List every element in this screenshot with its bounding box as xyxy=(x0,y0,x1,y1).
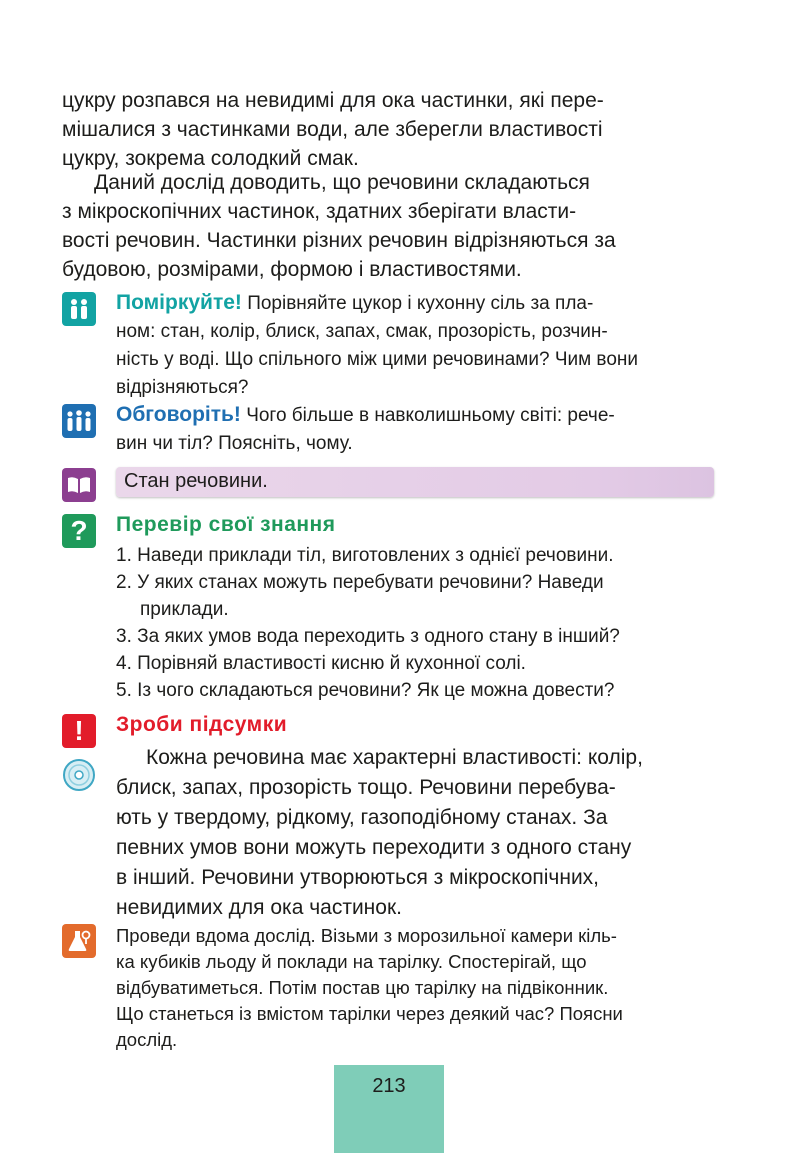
text-line: Чого більше в навколишньому світі: рече- xyxy=(246,405,615,426)
text-line: невидимих для ока частинок. xyxy=(116,896,402,919)
text-line: цукру, зокрема солодкий смак. xyxy=(62,147,359,170)
text-line: цукру розпався на невидимі для ока частинки, які пере- xyxy=(62,89,604,112)
text-line: мішалися з частинками води, але зберегли властивості xyxy=(62,118,603,141)
text-line: відрізняються? xyxy=(116,377,249,398)
list-item xyxy=(116,542,716,569)
list-item xyxy=(116,623,716,650)
check-heading-row xyxy=(116,511,716,539)
text-line: Даний дослід доводить, що речовини складаються xyxy=(94,171,590,194)
text-line: Проведи вдома дослід. Візьми з морозильної камери кіль- xyxy=(116,925,617,946)
conclusion-paragraph xyxy=(62,168,716,284)
discuss-block xyxy=(116,401,716,458)
topic-bar xyxy=(116,467,714,497)
text-line: блиск, запах, прозорість тощо. Речовини перебува- xyxy=(116,776,616,799)
text-line: ном: стан, колір, блиск, запах, смак, прозорість, розчин- xyxy=(116,321,608,342)
text-line: 5. Із чого складаються речовини? Як це можна довести? xyxy=(116,680,615,701)
thinking-people-icon xyxy=(62,292,96,326)
text-line: вин чи тіл? Поясніть, чому. xyxy=(116,433,353,454)
text-line: Кожна речовина має характерні властивості: колір, xyxy=(146,746,643,769)
text-line: відбуватиметься. Потім постав цю тарілку на підвіконник. xyxy=(116,977,609,998)
open-book-icon xyxy=(62,468,96,502)
disc-icon xyxy=(62,758,96,792)
text-line: певних умов вони можуть переходити з одного стану xyxy=(116,836,632,859)
lab-flask-icon xyxy=(62,924,96,958)
page-number-tab xyxy=(334,1065,444,1153)
text-line: Порівняйте цукор і кухонну сіль за пла- xyxy=(247,293,594,314)
text-line: з мікроскопічних частинок, здатних зберігати власти- xyxy=(62,200,577,223)
text-line: приклади. xyxy=(140,599,229,620)
text-line: Що станеться із вмістом тарілки через деякий час? Поясни xyxy=(116,1003,623,1024)
check-questions xyxy=(116,542,716,704)
list-item xyxy=(116,677,716,704)
topic-label: Стан речовини. xyxy=(124,470,268,492)
text-line: в інший. Речовини утворюються з мікроскопічних, xyxy=(116,866,600,889)
think-heading: Поміркуйте! xyxy=(116,291,242,314)
discuss-heading: Обговоріть! xyxy=(116,403,241,426)
summary-heading: Зроби підсумки xyxy=(116,713,288,736)
text-line: вості речовин. Частинки різних речовин відрізняються за xyxy=(62,229,616,252)
think-block xyxy=(116,289,716,402)
text-line: дослід. xyxy=(116,1029,178,1050)
check-heading: Перевір свої знання xyxy=(116,513,336,536)
page-number: 213 xyxy=(372,1075,406,1097)
text-line: ка кубиків льоду й поклади на тарілку. Спостерігай, що xyxy=(116,951,587,972)
summary-heading-row xyxy=(116,711,716,739)
question-mark-icon: ? xyxy=(62,514,96,548)
text-line: 2. У яких станах можуть перебувати речовини? Наведи xyxy=(116,572,604,593)
list-item xyxy=(116,650,716,677)
text-line: ють у твердому, рідкому, газоподібному станах. За xyxy=(116,806,608,829)
text-line: 4. Порівняй властивості кисню й кухонної солі. xyxy=(116,653,526,674)
text-line: будовою, розмірами, формою і властивостями. xyxy=(62,258,522,281)
text-line: 1. Наведи приклади тіл, виготовлених з однієї речовини. xyxy=(116,545,614,566)
text-line: ність у воді. Що спільного між цими речовинами? Чим вони xyxy=(116,349,638,370)
summary-text xyxy=(116,743,716,923)
list-item xyxy=(116,569,716,623)
exclamation-mark-icon: ! xyxy=(62,714,96,748)
intro-paragraph xyxy=(62,86,716,173)
discussion-group-icon xyxy=(62,404,96,438)
text-line: 3. За яких умов вода переходить з одного стану в інший? xyxy=(116,626,620,647)
home-experiment xyxy=(116,923,718,1053)
